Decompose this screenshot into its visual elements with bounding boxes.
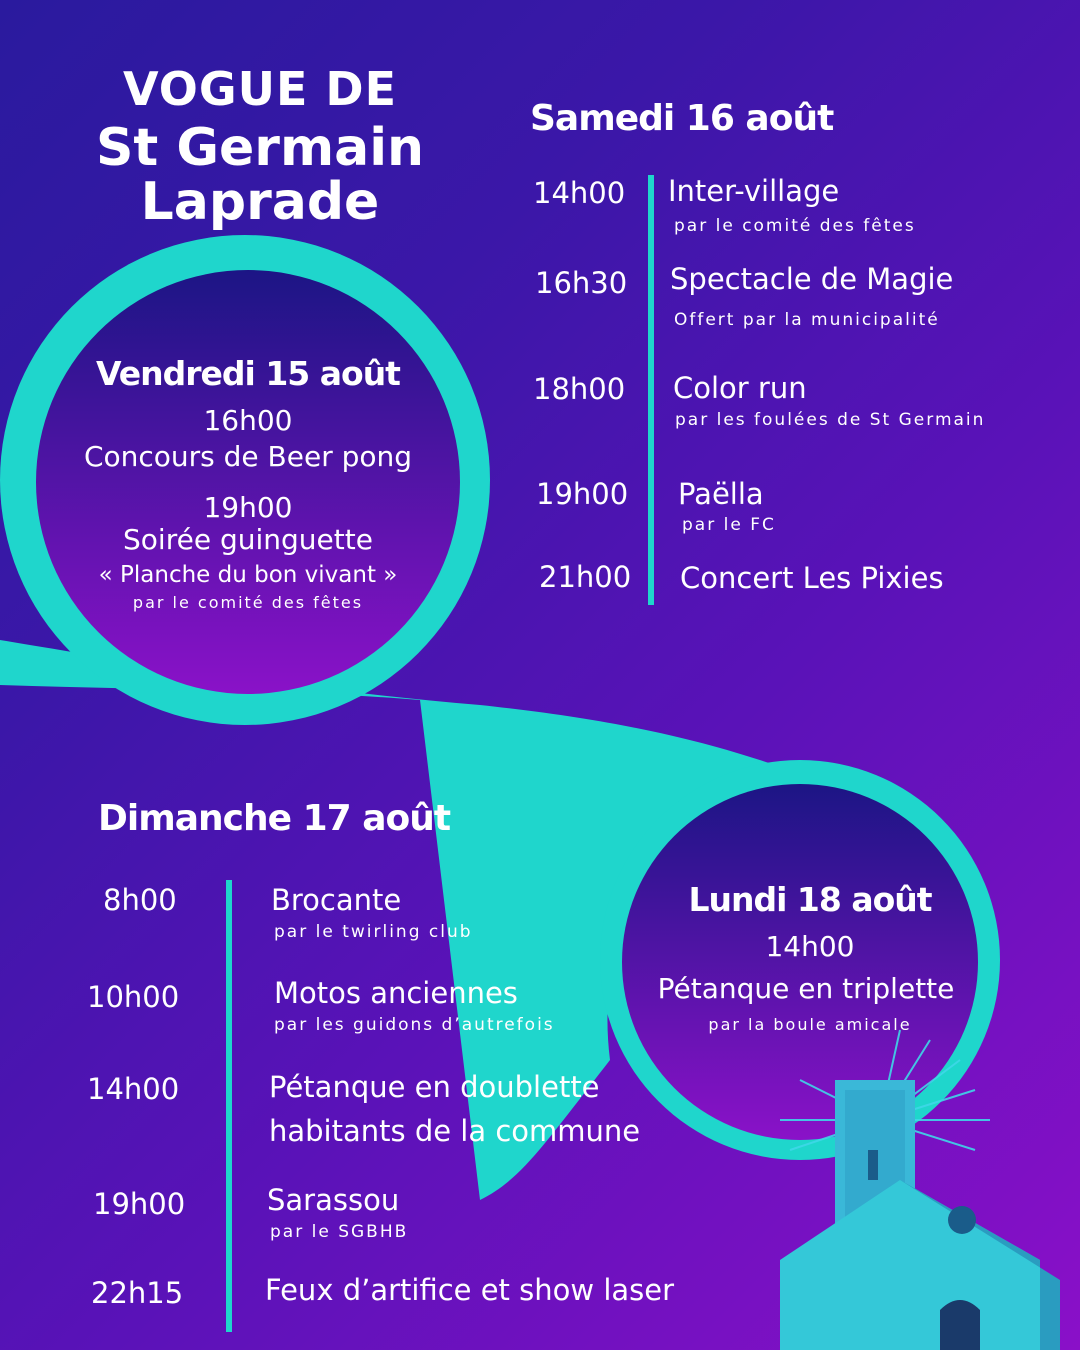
saturday-event-4: Paëlla [678, 477, 764, 511]
friday-time-1: 16h00 [203, 404, 293, 437]
sunday-time-5: 22h15 [91, 1276, 184, 1310]
sunday-event-3-line2: habitants de la commune [269, 1114, 641, 1148]
saturday-timeline [648, 175, 654, 605]
saturday-event-2-by: Offert par la municipalité [674, 310, 940, 330]
sunday-event-4-by: par le SGBHB [270, 1222, 409, 1242]
friday-event-2: Soirée guinguette [123, 523, 373, 556]
saturday-day-title: Samedi 16 août [530, 98, 834, 139]
sunday-event-1: Brocante [271, 883, 402, 917]
saturday-event-3-by: par les foulées de St Germain [675, 410, 986, 430]
saturday-event-1-by: par le comité des fêtes [674, 216, 916, 236]
sunday-event-2: Motos anciennes [274, 976, 518, 1010]
poster-title-line3: Laprade [140, 172, 380, 232]
saturday-event-2: Spectacle de Magie [670, 262, 954, 296]
saturday-time-2: 16h30 [535, 266, 628, 300]
monday-time-1: 14h00 [765, 930, 855, 963]
saturday-event-5: Concert Les Pixies [680, 561, 944, 595]
sunday-day-title: Dimanche 17 août [98, 798, 451, 839]
saturday-time-1: 14h00 [533, 176, 626, 210]
friday-event-1: Concours de Beer pong [83, 440, 413, 473]
sunday-event-2-by: par les guidons d’autrefois [274, 1015, 555, 1035]
saturday-event-1: Inter-village [668, 174, 840, 208]
sunday-event-1-by: par le twirling club [274, 922, 473, 942]
saturday-time-4: 19h00 [536, 477, 629, 511]
poster-title-line1: VOGUE DE [122, 62, 398, 116]
sunday-time-1: 8h00 [103, 883, 177, 917]
saturday-time-3: 18h00 [533, 372, 626, 406]
friday-event-2-detail: « Planche du bon vivant » [98, 562, 398, 588]
saturday-time-5: 21h00 [539, 560, 632, 594]
friday-disc [36, 270, 460, 694]
sunday-timeline [226, 880, 232, 1332]
sunday-event-4: Sarassou [267, 1183, 400, 1217]
friday-time-2: 19h00 [203, 491, 293, 524]
sunday-time-2: 10h00 [87, 980, 180, 1014]
poster-title-line2: St Germain [95, 118, 425, 178]
sunday-event-3: Pétanque en doublette [269, 1070, 600, 1104]
sunday-event-5: Feux d’artifice et show laser [265, 1273, 675, 1307]
friday-day-title: Vendredi 15 août [96, 354, 400, 393]
sunday-time-3: 14h00 [87, 1072, 180, 1106]
monday-event-1: Pétanque en triplette [657, 972, 955, 1005]
saturday-event-3: Color run [673, 371, 807, 405]
friday-event-2-by: par le comité des fêtes [132, 593, 364, 612]
sunday-time-4: 19h00 [93, 1187, 186, 1221]
saturday-event-4-by: par le FC [682, 515, 776, 535]
monday-day-title: Lundi 18 août [688, 880, 932, 919]
monday-event-1-by: par la boule amicale [708, 1015, 912, 1034]
